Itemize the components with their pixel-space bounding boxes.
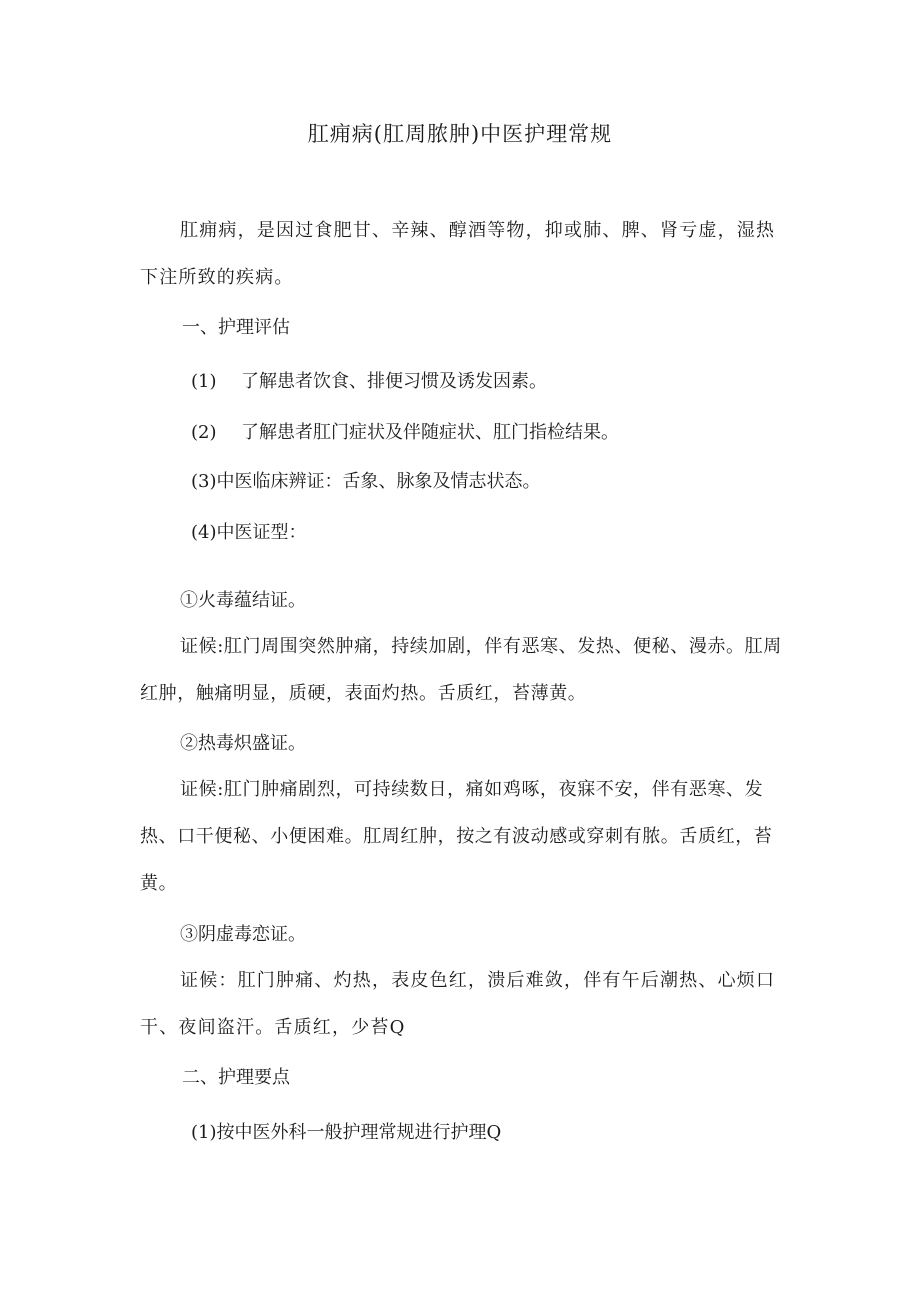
assessment-item-1 [191, 369, 547, 395]
assessment-item-4: (4)中医证型： [191, 522, 307, 543]
intro-paragraph: 肛痈病，是因过食肥甘、辛辣、醇酒等物，抑或肺、脾、肾亏虚，湿热下注所致的疾病。 [140, 220, 776, 288]
item-number: (1) [191, 371, 217, 392]
syndrome-3-name: ③阴虚毒恋证。 [180, 924, 306, 945]
item-number: (2) [191, 422, 217, 443]
section1-heading: 一、护理评估 [182, 317, 290, 338]
syndrome-1-name: ①火毒蕴结证。 [180, 590, 306, 611]
assessment-item-3: (3)中医临床辨证：舌象、脉象及情志状态。 [191, 471, 541, 492]
item-text: 了解患者肛门症状及伴随症状、肛门指检结果。 [241, 422, 619, 443]
nursing-item-1: (1)按中医外科一般护理常规进行护理Q [191, 1122, 502, 1143]
section2-heading: 二、护理要点 [182, 1067, 290, 1088]
syndrome-2-name: ②热毒炽盛证。 [180, 733, 306, 754]
syndrome-2-description: 证候:肛门肿痛剧烈，可持续数日，痛如鸡啄，夜寐不安，伴有恶寒、发热、口干便秘、小便困难。肛周红肿，按之有波动感或穿刺有脓。舌质红，苔黄。 [140, 779, 773, 894]
syndrome-3-description: 证候：肛门肿痛、灼热，表皮色红，溃后难敛，伴有午后潮热、心烦口干、夜间盗汗。舌质红，少苔Q [140, 970, 776, 1038]
item-text: 了解患者饮食、排便习惯及诱发因素。 [241, 371, 547, 392]
document-title: 肛痈病(肛周脓肿)中医护理常规 [307, 122, 613, 146]
syndrome-1-description: 证候:肛门周围突然肿痛，持续加剧，伴有恶寒、发热、便秘、漫赤。肛周红肿，触痛明显，质硬，表面灼热。舌质红，苔薄黄。 [140, 636, 782, 704]
assessment-item-2 [191, 420, 619, 446]
